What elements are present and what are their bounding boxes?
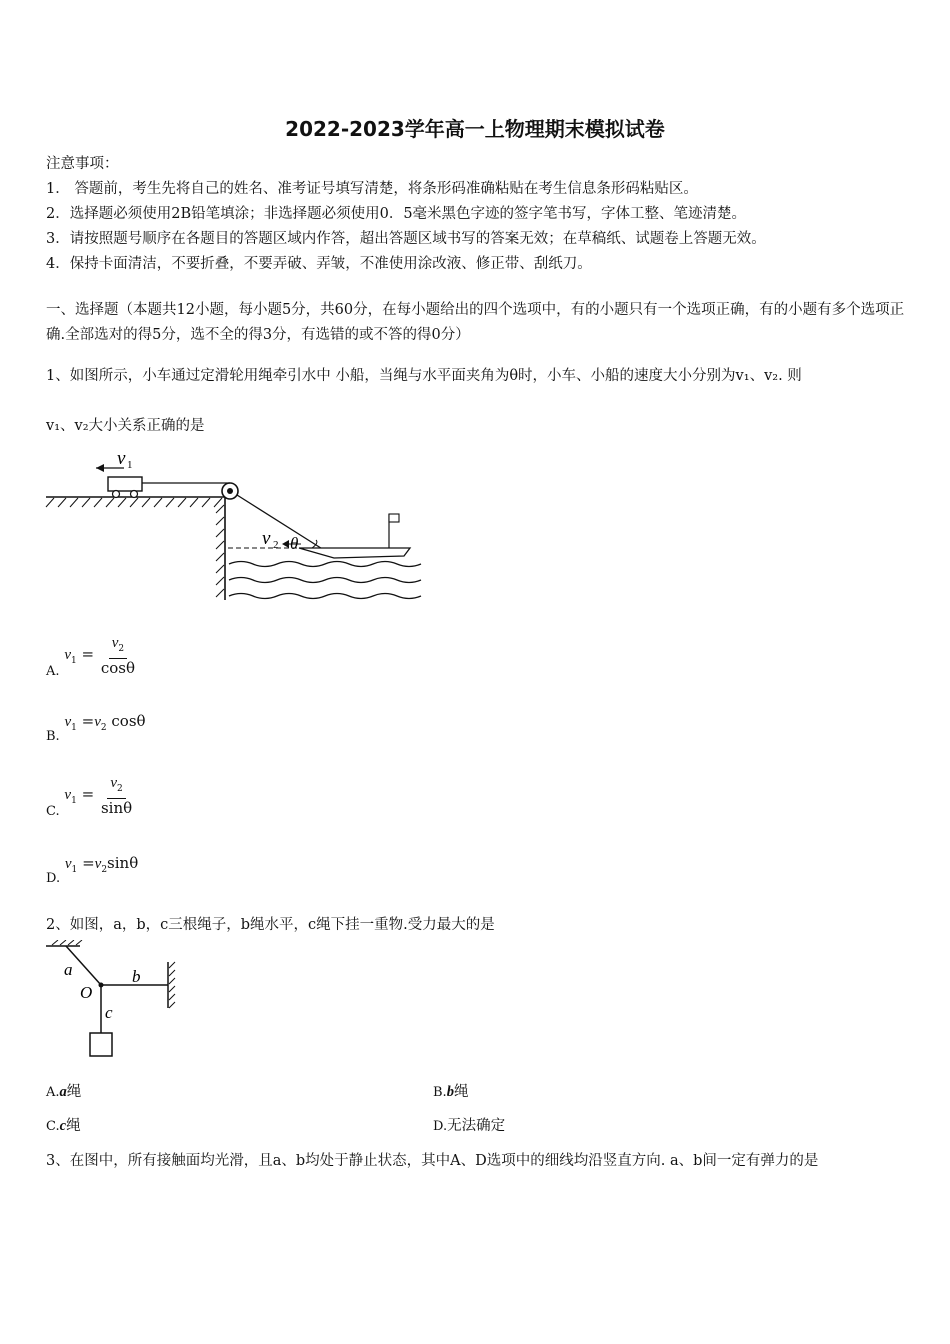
theta-label: θ [290,534,299,553]
q1-stem-line2: v₁、v₂大小关系正确的是 [46,418,205,434]
notice-heading: 注意事项： [46,156,119,172]
q1-option-d[interactable]: D. $v_1 =v_2\sin\theta$ [46,854,139,886]
label-c: c [105,1003,113,1022]
q2-option-a[interactable]: A.a绳 [46,1084,82,1100]
page-title: 2022-2023学年高一上物理期末模拟试卷 [285,117,665,141]
label-o: O [80,983,93,1002]
v1-label: v [117,448,126,469]
q1-option-b[interactable]: B. $v_1 =v_2$ cosθ [46,712,146,744]
q1-pulley-boat-figure [44,440,434,610]
q1-option-c[interactable]: C. $v_1$ = $\frac{v_2}{\sin\theta}$ [46,775,133,819]
cart [108,477,142,491]
boat [299,548,410,558]
q2-stem: 2、如图，a，b，c三根绳子，b绳水平，c绳下挂一重物.受力最大的是 [46,917,495,933]
q2-option-d[interactable]: D.无法确定 [433,1118,506,1134]
notice-item-1: 1． 答题前，考生先将自己的姓名、准考证号填写清楚，将条形码准确粘贴在考生信息条形码粘贴区。 [46,181,698,197]
notice-item-4: 4．保持卡面清洁，不要折叠，不要弄破、弄皱，不准使用涂改液、修正带、刮纸刀。 [46,256,592,272]
section-heading: 一、选择题（本题共12小题，每小题5分，共60分，在每小题给出的四个选项中，有的小题只有一个选项正确，有的小题有多个选项正确.全部选对的得5分，选不全的得3分，有选错的或不答的得0分） [46,302,905,343]
q2-option-c[interactable]: C.c绳 [46,1118,81,1134]
v2-sub: 2 [273,539,279,551]
label-a: a [64,960,73,979]
q3-stem: 3、在图中，所有接触面均光滑，且a、b均处于静止状态，其中A、D选项中的细线均沿竖直方向. a、b间一定有弹力的是 [46,1153,819,1169]
weight-block [90,1033,112,1056]
q1-stem-line1: 1、如图所示，小车通过定滑轮用绳牵引水中 小船，当绳与水平面夹角为θ时，小车、小船的速度大小分别为v₁、v₂. 则 [46,368,802,384]
v1-sub: 1 [127,459,133,471]
v2-label: v [262,528,271,549]
notice-item-2: 2．选择题必须使用2B铅笔填涂；非选择题必须使用0．5毫米黑色字迹的签字笔书写，字体工整、笔迹清楚。 [46,206,747,222]
notice-item-3: 3．请按照题号顺序在各题目的答题区域内作答，超出答题区域书写的答案无效；在草稿纸、试题卷上答题无效。 [46,231,766,247]
q1-option-a[interactable]: A. $v_1$ = $\frac{v_2}{\cos\theta}$ [46,635,136,679]
q2-ropes-figure [44,940,184,1062]
label-b: b [132,967,141,986]
q2-option-b[interactable]: B.b绳 [433,1084,469,1100]
